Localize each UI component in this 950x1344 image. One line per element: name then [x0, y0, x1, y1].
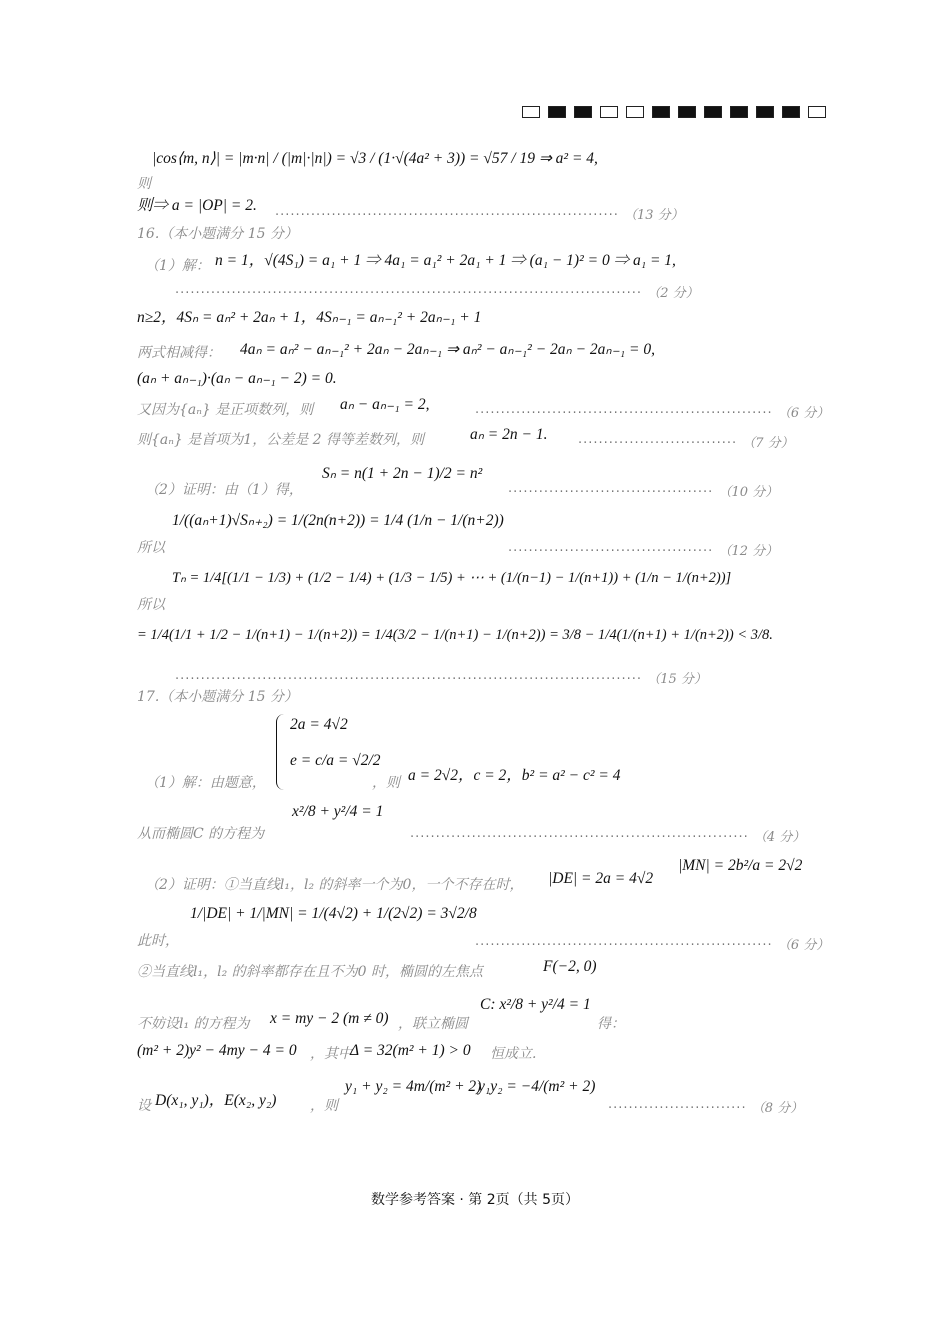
leader-2: ··························································································· （2 分） — [175, 286, 699, 301]
then-label: 则 — [137, 176, 151, 192]
q17-vieta-product: y₁y₂ = −4/(m² + 2) — [478, 1078, 596, 1095]
q17-this-math: 1/|DE| + 1/|MN| = 1/(4√2) + 1/(2√2) = 3√2/8 — [190, 905, 477, 922]
q16-sn: Sₙ = n(1 + 2n − 1)/2 = n² — [322, 465, 483, 482]
header-mark-filled — [678, 106, 696, 118]
q16-part1-math: n = 1，√(4S₁) = a₁ + 1 ⇒ 4a₁ = a₁² + 2a₁ + 1 ⇒ (a₁ − 1)² = 0 ⇒ a₁ = 1, — [215, 252, 676, 269]
leader-15: ··························································································· （15 分） — [175, 672, 707, 687]
header-mark-filled — [548, 106, 566, 118]
q16-tn: Tₙ = 1/4[(1/1 − 1/3) + (1/2 − 1/4) + (1/3 − 1/5) + ⋯ + (1/(n−1) − 1/(n+1)) + (1/n − 1/(n+2))] — [172, 570, 732, 586]
leader-8: ··························· （8 分） — [608, 1101, 804, 1116]
header-mark-empty — [600, 106, 618, 118]
q16-so2-label: 所以 — [137, 597, 165, 613]
q17-case2-focus: F(−2, 0) — [543, 958, 597, 975]
header-mark-filled — [730, 106, 748, 118]
q17-delta-tail: 恒成立. — [490, 1046, 537, 1062]
q17-ellipse-label: 从而椭圆C 的方程为 — [137, 826, 265, 842]
leader-6: ·························································· （6 分） — [475, 406, 830, 421]
q17-system-eq1: 2a = 4√2 — [290, 716, 348, 733]
q16-tn-result: = 1/4(1/1 + 1/2 − 1/(n+1) − 1/(n+2)) = 1/4(3/2 − 1/(n+1) − 1/(n+2)) = 3/8 − 1/4(1/(n+1) + 1/(n+2)) < 3/8. — [137, 627, 773, 643]
q17-this-label: 此时， — [137, 933, 179, 949]
header-mark-filled — [652, 106, 670, 118]
page-footer: 数学参考答案 · 第 2页（共 5页） — [370, 1192, 580, 1208]
q17-line-math: x = my − 2 (m ≠ 0) — [270, 1010, 389, 1027]
q16-n-ge-2: n≥2，4Sₙ = aₙ² + 2aₙ + 1，4Sₙ₋₁ = aₙ₋₁² + 2aₙ₋₁ + 1 — [137, 309, 482, 326]
header-mark-filled — [704, 106, 722, 118]
q17-vieta-sum: y₁ + y₂ = 4m/(m² + 2) — [345, 1078, 482, 1095]
leader-7: ······························· （7 分） — [578, 436, 794, 451]
q16-subtract-math: 4aₙ = aₙ² − aₙ₋₁² + 2aₙ − 2aₙ₋₁ ⇒ aₙ² − aₙ₋₁² − 2aₙ − 2aₙ₋₁ = 0, — [240, 341, 655, 358]
q17-case2-label: ②当直线l₁，l₂ 的斜率都存在且不为0 时，椭圆的左焦点 — [137, 964, 483, 980]
op-result: 则⇒ a = |OP| = 2. — [137, 197, 257, 214]
q17-part1-label: （1）解：由题意， — [145, 775, 266, 791]
header-mark-empty — [808, 106, 826, 118]
leader-10: ········································ （10 分） — [508, 485, 779, 500]
q17-title: 17.（本小题满分 15 分） — [137, 689, 298, 705]
leader-13: ··································································· （13 分） — [275, 208, 684, 223]
q17-part2-mn: |MN| = 2b²/a = 2√2 — [678, 857, 803, 874]
q17-part2-label: （2）证明：①当直线l₁，l₂ 的斜率一个为0，一个不存在时， — [145, 877, 524, 893]
q17-quadratic: (m² + 2)y² − 4my − 4 = 0 — [137, 1042, 297, 1059]
q17-part2-de: |DE| = 2a = 4√2 — [548, 870, 654, 887]
q16-positive-math: aₙ − aₙ₋₁ = 2, — [340, 396, 430, 413]
q17-delta: Δ = 32(m² + 1) > 0 — [350, 1042, 471, 1059]
q16-part1-label: （1）解： — [145, 258, 210, 274]
header-mark-filled — [756, 106, 774, 118]
cos-formula: |cos⟨m, n⟩| = |m·n| / (|m|·|n|) = √3 / (1·√(4a² + 3)) = √57 / 19 ⇒ a² = 4, — [152, 150, 598, 167]
q17-line-ellipse: C: x²/8 + y²/4 = 1 — [480, 996, 591, 1013]
q17-set-label: 设 — [137, 1098, 151, 1114]
q16-part2-label: （2）证明：由（1）得， — [145, 482, 303, 498]
header-mark-filled — [574, 106, 592, 118]
q17-set-then: ，则 — [310, 1098, 338, 1114]
leader-12: ········································ （12 分） — [508, 544, 779, 559]
q16-title: 16.（本小题满分 15 分） — [137, 226, 298, 242]
header-mark-filled — [782, 106, 800, 118]
q16-so1-math: 1/((aₙ+1)√Sₙ₊₂) = 1/(2n(n+2)) = 1/4 (1/n − 1/(n+2)) — [172, 512, 504, 529]
q17-line-join: ，联立椭圆 — [398, 1016, 468, 1032]
system-brace — [276, 714, 285, 790]
q16-factor: (aₙ + aₙ₋₁)·(aₙ − aₙ₋₁ − 2) = 0. — [137, 370, 337, 387]
q16-arith-math: aₙ = 2n − 1. — [470, 426, 548, 443]
q17-quadratic-label: ，其中 — [310, 1046, 352, 1062]
q17-line-label: 不妨设l₁ 的方程为 — [137, 1016, 250, 1032]
q17-set-math: D(x₁, y₁)，E(x₂, y₂) — [155, 1092, 277, 1109]
q16-arith-label: 则{aₙ} 是首项为1，公差是 2 得等差数列，则 — [137, 432, 424, 448]
header-mark-empty — [522, 106, 540, 118]
header-mark-empty — [626, 106, 644, 118]
header-mark-row — [522, 106, 826, 118]
q16-subtract-label: 两式相减得： — [137, 345, 221, 361]
q16-so1-label: 所以 — [137, 540, 165, 556]
leader-6b: ·························································· （6 分） — [475, 938, 830, 953]
q17-part1-math: a = 2√2，c = 2，b² = a² − c² = 4 — [408, 767, 621, 784]
q17-part1-then: ，则 — [372, 775, 400, 791]
q17-system-eq2: e = c/a = √2/2 — [290, 752, 381, 769]
q17-line-get: 得： — [597, 1016, 625, 1032]
leader-4: ·································································· （4 分） — [410, 830, 806, 845]
q17-ellipse-eq: x²/8 + y²/4 = 1 — [292, 803, 384, 820]
q16-positive-label: 又因为{aₙ} 是正项数列，则 — [137, 402, 314, 418]
